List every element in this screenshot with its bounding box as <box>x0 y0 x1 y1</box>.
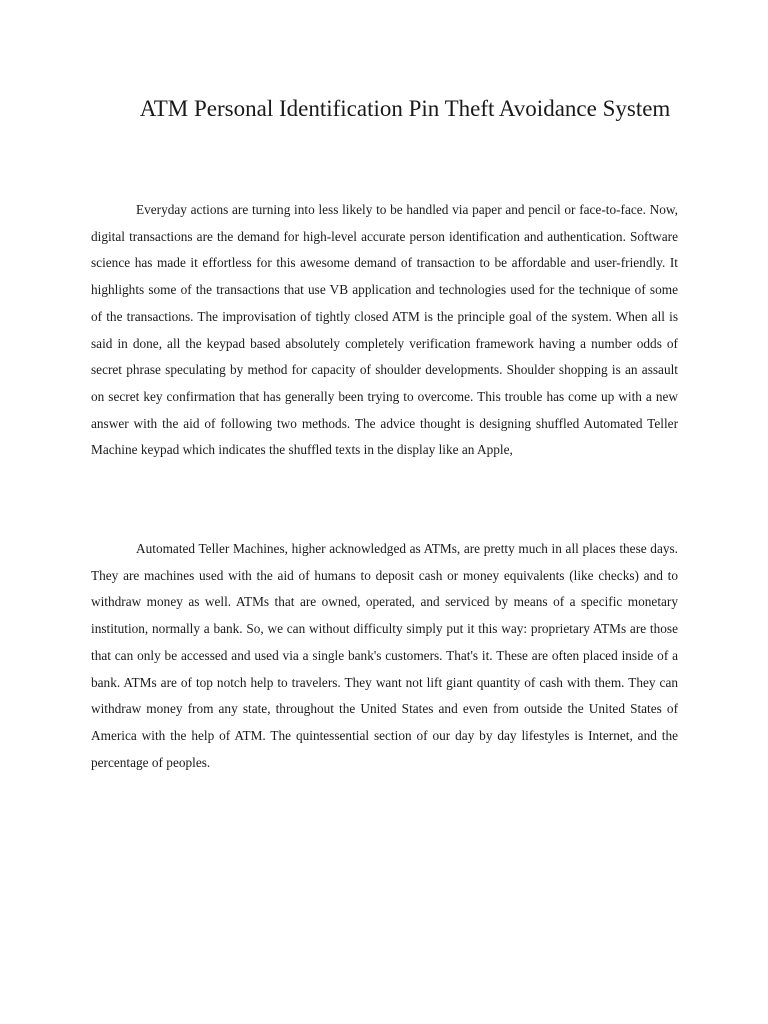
body-paragraph-2: Automated Teller Machines, higher acknowledged as ATMs, are pretty much in all places these days. They are machines used with the aid of humans to deposit cash or money equivalents (like checks) and to withdraw money as well. ATMs that are owned, operated, and serviced by means of a specific monetary institution, normally a bank. So, we can without difficulty simply put it this way: proprietary ATMs are those that can only be accessed and used via a single bank's customers. That's it. These are often placed inside of a bank. ATMs are of top notch help to travelers. They want not lift giant quantity of cash with them. They can withdraw money from any state, throughout the United States and even from outside the United States of America with the help of ATM. The quintessential section of our day by day lifestyles is Internet, and the percentage of peoples. <box>91 541 678 770</box>
body-paragraph-1: Everyday actions are turning into less likely to be handled via paper and pencil or face-to-face. Now, digital transactions are the demand for high-level accurate person identification and authentication. Software science has made it effortless for this awesome demand of transaction to be affordable and user-friendly. It highlights some of the transactions that use VB application and technologies used for the technique of some of the transactions. The improvisation of tightly closed ATM is the principle goal of the system. When all is said in done, all the keypad based absolutely completely verification framework having a number odds of secret phrase speculating by method for capacity of shoulder developments. Shoulder shopping is an assault on secret key confirmation that has generally been trying to overcome. This trouble has come up with a new answer with the aid of following two methods. The advice thought is designing shuffled Automated Teller Machine keypad which indicates the shuffled texts in the display like an Apple, <box>91 202 678 458</box>
document-title: ATM Personal Identification Pin Theft Avoidance System <box>139 96 671 121</box>
